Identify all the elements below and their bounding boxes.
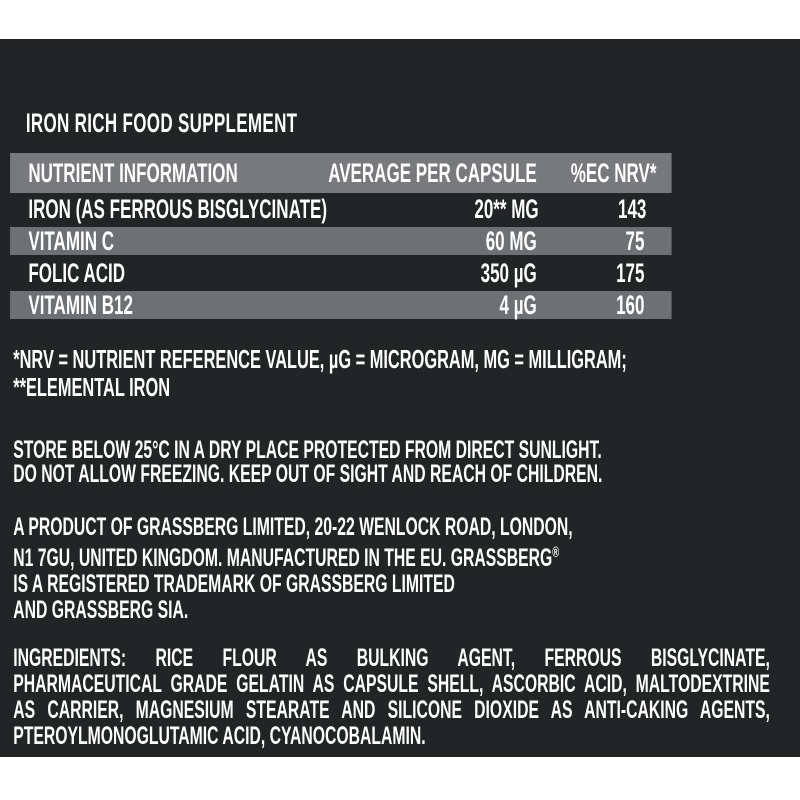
table-row-folic-acid xyxy=(10,257,672,289)
label-content xyxy=(0,108,800,749)
manufacturer-line: AND GRASSBERG SIA. xyxy=(13,596,189,624)
manufacturer-info xyxy=(13,514,800,623)
table-row-iron xyxy=(10,193,672,225)
ingredients-line: INGREDIENTS: RICE FLOUR AS BULKING AGENT, FERROUS BISGLYCINATE, xyxy=(13,644,770,672)
storage-line: STORE BELOW 25°C IN A DRY PLACE PROTECTED FROM DIRECT SUNLIGHT. xyxy=(13,436,602,464)
manufacturer-line: N1 7GU, UNITED KINGDOM. MANUFACTURED IN THE EU. GRASSBERG® xyxy=(13,544,560,572)
table-row-vitamin-b12 xyxy=(10,289,672,321)
nrv-footnotes xyxy=(13,345,800,401)
amount-cell: 60 MG xyxy=(485,225,537,256)
nutrient-cell: FOLIC ACID xyxy=(28,257,126,288)
nutrition-table xyxy=(10,153,672,321)
header-ec-nrv: %EC NRV* xyxy=(570,157,657,188)
ingredients-list xyxy=(13,645,770,749)
storage-line: DO NOT ALLOW FREEZING. KEEP OUT OF SIGHT AND REACH OF CHILDREN. xyxy=(13,459,603,488)
nutrient-cell: IRON (AS FERROUS BISGLYCINATE) xyxy=(28,193,327,224)
manufacturer-line: A PRODUCT OF GRASSBERG LIMITED, 20-22 WENLOCK ROAD, LONDON, xyxy=(13,513,573,541)
table-row-vitamin-c xyxy=(10,225,672,257)
nutrient-cell: VITAMIN B12 xyxy=(28,289,133,320)
footnote-nrv-definition: *NRV = NUTRIENT REFERENCE VALUE, µG = MICROGRAM, MG = MILLIGRAM; xyxy=(13,344,627,374)
nutrient-cell: VITAMIN C xyxy=(28,225,115,256)
ingredients-line: AS CARRIER, MAGNESIUM STEARATE AND SILICONE DIOXIDE AS ANTI-CAKING AGENTS, xyxy=(13,696,770,724)
label-dark-panel xyxy=(0,39,800,757)
nrv-cell: 160 xyxy=(616,289,645,320)
amount-cell: 20** MG xyxy=(474,193,539,224)
nrv-cell: 143 xyxy=(618,193,647,224)
nrv-cell: 75 xyxy=(625,225,645,256)
storage-instructions xyxy=(13,436,800,488)
header-average-per-capsule: AVERAGE PER CAPSULE xyxy=(328,157,537,188)
header-nutrient-information: NUTRIENT INFORMATION xyxy=(28,157,238,188)
footnote-elemental-iron: **ELEMENTAL IRON xyxy=(13,372,171,402)
ingredients-line: PHARMACEUTICAL GRADE GELATIN AS CAPSULE SHELL, ASCORBIC ACID, MALTODEXTRINE xyxy=(13,670,770,698)
nrv-cell: 175 xyxy=(616,257,645,288)
table-header-row xyxy=(10,153,672,193)
manufacturer-line: IS A REGISTERED TRADEMARK OF GRASSBERG LIMITED xyxy=(13,570,455,598)
ingredients-line: PTEROYLMONOGLUTAMIC ACID, CYANOCOBALAMIN. xyxy=(13,722,426,750)
product-title: IRON RICH FOOD SUPPLEMENT xyxy=(25,108,298,138)
amount-cell: 350 µG xyxy=(480,257,537,288)
registered-trademark-symbol: ® xyxy=(552,544,560,561)
amount-cell: 4 µG xyxy=(499,289,537,320)
